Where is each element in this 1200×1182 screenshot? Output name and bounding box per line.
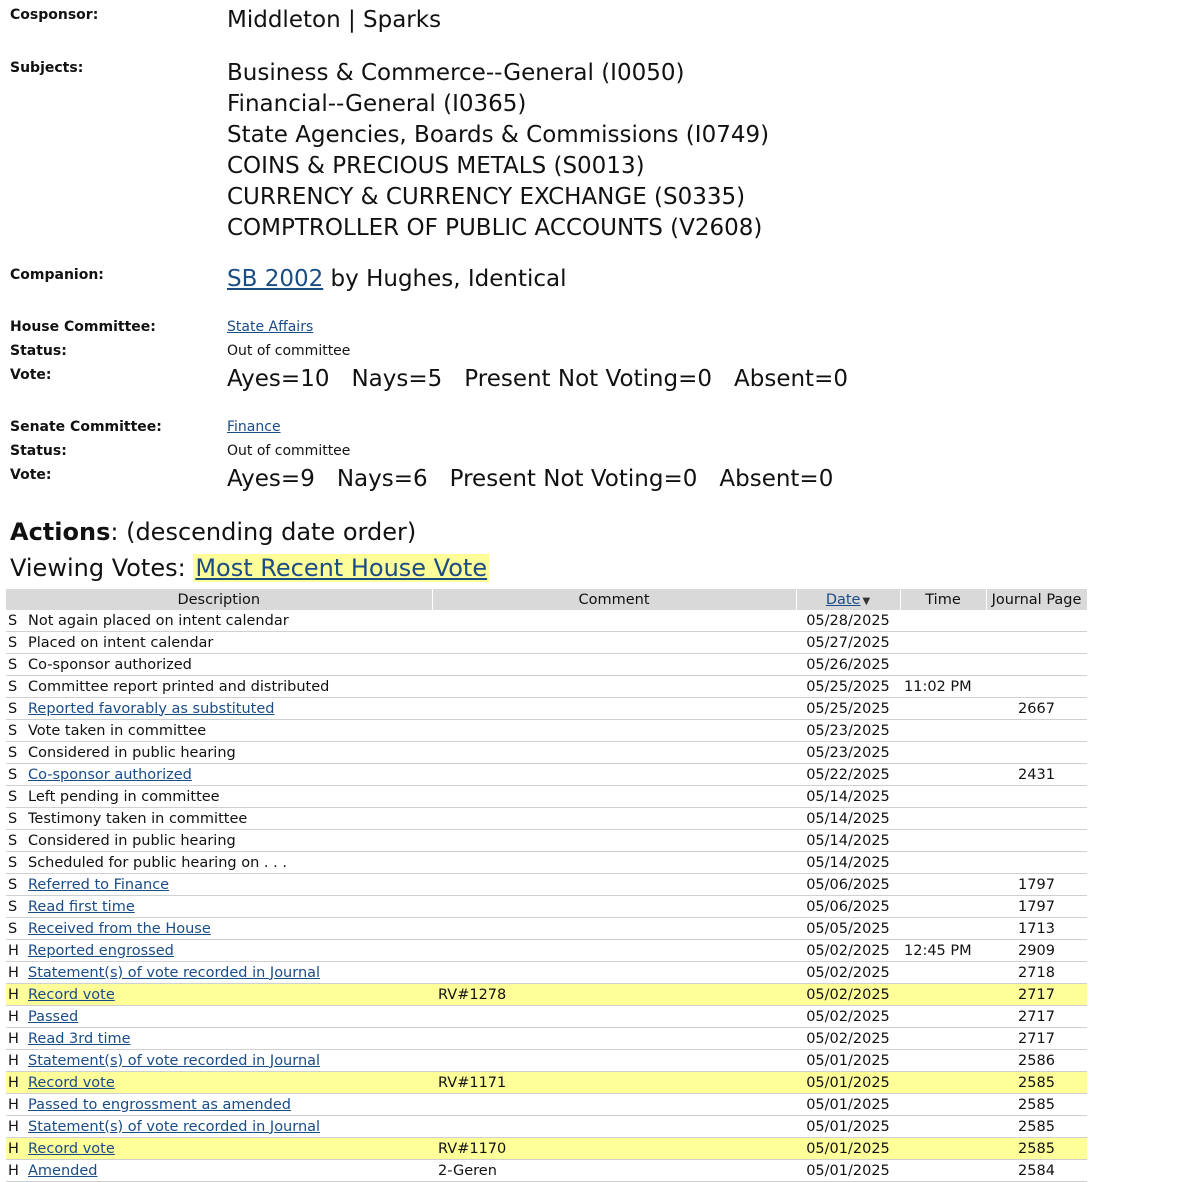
action-link[interactable]: Statement(s) of vote recorded in Journal bbox=[28, 964, 321, 981]
journal-page-cell: 2586 bbox=[986, 1050, 1087, 1072]
journal-page-cell: 2585 bbox=[986, 1116, 1087, 1138]
action-text: Considered in public hearing bbox=[28, 832, 236, 849]
description-cell bbox=[28, 874, 432, 896]
time-cell bbox=[900, 1094, 986, 1116]
cosponsor-value: Middleton | Sparks bbox=[227, 7, 442, 33]
senate-committee-link[interactable]: Finance bbox=[227, 419, 281, 435]
comment-cell bbox=[432, 896, 796, 918]
chamber-cell: S bbox=[6, 808, 28, 830]
chamber-cell: S bbox=[6, 676, 28, 698]
journal-page-cell: 2667 bbox=[986, 698, 1087, 720]
comment-cell bbox=[432, 874, 796, 896]
date-sort-link[interactable]: Date bbox=[825, 591, 861, 608]
chamber-cell: S bbox=[6, 918, 28, 940]
journal-page-cell: 2717 bbox=[986, 1028, 1087, 1050]
journal-page-cell: 1713 bbox=[986, 918, 1087, 940]
chamber-cell: H bbox=[6, 1006, 28, 1028]
subjects-list bbox=[227, 58, 769, 244]
senate-pnv: Present Not Voting=0 bbox=[449, 466, 698, 492]
comment-cell bbox=[432, 1028, 796, 1050]
senate-ayes: Ayes=9 bbox=[227, 466, 315, 492]
date-cell: 05/01/2025 bbox=[796, 1116, 900, 1138]
date-cell: 05/02/2025 bbox=[796, 1028, 900, 1050]
time-cell bbox=[900, 632, 986, 654]
senate-status-value: Out of committee bbox=[227, 443, 351, 459]
action-link[interactable]: Passed bbox=[28, 1008, 79, 1025]
house-committee-link[interactable]: State Affairs bbox=[227, 319, 314, 335]
action-text: Vote taken in committee bbox=[28, 722, 207, 739]
time-cell bbox=[900, 1050, 986, 1072]
journal-page-cell bbox=[986, 742, 1087, 764]
journal-page-cell bbox=[986, 852, 1087, 874]
time-cell bbox=[900, 1160, 986, 1182]
description-cell bbox=[28, 1116, 432, 1138]
table-row bbox=[6, 1160, 1087, 1182]
time-cell bbox=[900, 808, 986, 830]
table-row bbox=[6, 962, 1087, 984]
chamber-cell: H bbox=[6, 984, 28, 1006]
table-row bbox=[6, 852, 1087, 874]
journal-header: Journal Page bbox=[986, 589, 1087, 610]
comment-cell bbox=[432, 852, 796, 874]
description-header: Description bbox=[6, 589, 432, 610]
most-recent-house-vote-link[interactable]: Most Recent House Vote bbox=[195, 554, 488, 582]
description-cell bbox=[28, 654, 432, 676]
time-cell bbox=[900, 654, 986, 676]
senate-status-label: Status: bbox=[10, 443, 67, 459]
comment-cell: RV#1170 bbox=[432, 1138, 796, 1160]
chamber-cell: H bbox=[6, 1094, 28, 1116]
cosponsor-label: Cosponsor: bbox=[10, 7, 99, 23]
table-row bbox=[6, 830, 1087, 852]
table-row bbox=[6, 698, 1087, 720]
date-cell: 05/25/2025 bbox=[796, 676, 900, 698]
subject-item: State Agencies, Boards & Commissions (I0749) bbox=[227, 122, 770, 148]
house-vote-value bbox=[227, 366, 870, 392]
date-cell: 05/14/2025 bbox=[796, 830, 900, 852]
journal-page-cell: 2585 bbox=[986, 1138, 1087, 1160]
journal-page-cell: 2909 bbox=[986, 940, 1087, 962]
date-cell: 05/14/2025 bbox=[796, 786, 900, 808]
senate-vote-value bbox=[227, 466, 855, 492]
time-cell bbox=[900, 874, 986, 896]
date-cell: 05/01/2025 bbox=[796, 1160, 900, 1182]
chamber-cell: S bbox=[6, 610, 28, 632]
comment-cell bbox=[432, 742, 796, 764]
table-row bbox=[6, 1072, 1087, 1094]
companion-bill-link[interactable]: SB 2002 bbox=[227, 266, 324, 292]
action-link[interactable]: Received from the House bbox=[28, 920, 211, 937]
date-cell: 05/28/2025 bbox=[796, 610, 900, 632]
comment-cell bbox=[432, 1094, 796, 1116]
journal-page-cell: 2717 bbox=[986, 1006, 1087, 1028]
date-cell: 05/06/2025 bbox=[796, 874, 900, 896]
journal-page-cell: 1797 bbox=[986, 896, 1087, 918]
description-cell bbox=[28, 1072, 432, 1094]
date-cell: 05/22/2025 bbox=[796, 764, 900, 786]
subjects-label: Subjects: bbox=[10, 60, 84, 76]
action-link[interactable]: Record vote bbox=[28, 1074, 115, 1091]
chamber-cell: H bbox=[6, 1050, 28, 1072]
action-text: Left pending in committee bbox=[28, 788, 220, 805]
house-committee-label: House Committee: bbox=[10, 319, 156, 335]
table-row bbox=[6, 1116, 1087, 1138]
actions-header-row bbox=[6, 589, 1087, 610]
action-link[interactable]: Record vote bbox=[28, 1140, 115, 1157]
companion-value bbox=[227, 266, 567, 292]
action-text: Testimony taken in committee bbox=[28, 810, 248, 827]
journal-page-cell: 2431 bbox=[986, 764, 1087, 786]
description-cell bbox=[28, 1160, 432, 1182]
date-cell: 05/05/2025 bbox=[796, 918, 900, 940]
time-cell bbox=[900, 852, 986, 874]
time-cell bbox=[900, 742, 986, 764]
action-text: Not again placed on intent calendar bbox=[28, 612, 289, 629]
chamber-cell: S bbox=[6, 874, 28, 896]
date-cell: 05/23/2025 bbox=[796, 720, 900, 742]
description-cell bbox=[28, 632, 432, 654]
house-absent: Absent=0 bbox=[734, 366, 848, 392]
house-nays: Nays=5 bbox=[351, 366, 443, 392]
journal-page-cell bbox=[986, 830, 1087, 852]
chamber-cell: S bbox=[6, 786, 28, 808]
action-text: Committee report printed and distributed bbox=[28, 678, 330, 695]
comment-cell: RV#1171 bbox=[432, 1072, 796, 1094]
table-row bbox=[6, 1006, 1087, 1028]
senate-vote-label: Vote: bbox=[10, 467, 52, 483]
description-cell bbox=[28, 1028, 432, 1050]
description-cell bbox=[28, 962, 432, 984]
date-cell: 05/26/2025 bbox=[796, 654, 900, 676]
comment-cell bbox=[432, 830, 796, 852]
date-cell: 05/01/2025 bbox=[796, 1072, 900, 1094]
chamber-cell: S bbox=[6, 764, 28, 786]
senate-committee-label: Senate Committee: bbox=[10, 419, 162, 435]
table-row bbox=[6, 874, 1087, 896]
chamber-cell: H bbox=[6, 962, 28, 984]
comment-cell bbox=[432, 1006, 796, 1028]
comment-cell: RV#1278 bbox=[432, 984, 796, 1006]
comment-cell bbox=[432, 1116, 796, 1138]
actions-table bbox=[6, 589, 1088, 1182]
table-row bbox=[6, 632, 1087, 654]
time-cell bbox=[900, 1028, 986, 1050]
actions-title: Actions bbox=[10, 518, 111, 546]
actions-subtitle: : (descending date order) bbox=[110, 518, 417, 546]
action-link[interactable]: Reported engrossed bbox=[28, 942, 174, 959]
senate-nays: Nays=6 bbox=[336, 466, 428, 492]
description-cell bbox=[28, 720, 432, 742]
viewing-label: Viewing Votes: bbox=[10, 554, 194, 582]
description-cell bbox=[28, 698, 432, 720]
date-cell: 05/02/2025 bbox=[796, 984, 900, 1006]
senate-absent: Absent=0 bbox=[719, 466, 834, 492]
comment-cell bbox=[432, 962, 796, 984]
date-cell: 05/02/2025 bbox=[796, 1006, 900, 1028]
journal-page-cell bbox=[986, 632, 1087, 654]
description-cell bbox=[28, 1138, 432, 1160]
comment-cell bbox=[432, 1050, 796, 1072]
house-vote-label: Vote: bbox=[10, 367, 52, 383]
table-row bbox=[6, 720, 1087, 742]
journal-page-cell: 2585 bbox=[986, 1072, 1087, 1094]
table-row bbox=[6, 1028, 1087, 1050]
journal-page-cell bbox=[986, 676, 1087, 698]
chamber-cell: S bbox=[6, 830, 28, 852]
chamber-cell: S bbox=[6, 698, 28, 720]
chamber-cell: H bbox=[6, 1138, 28, 1160]
comment-cell bbox=[432, 940, 796, 962]
action-link[interactable]: Passed to engrossment as amended bbox=[28, 1096, 291, 1113]
viewing-votes bbox=[10, 554, 489, 582]
comment-cell bbox=[432, 676, 796, 698]
time-cell bbox=[900, 1138, 986, 1160]
comment-cell bbox=[432, 610, 796, 632]
chamber-cell: H bbox=[6, 1116, 28, 1138]
action-text: Scheduled for public hearing on . . . bbox=[28, 854, 287, 871]
chamber-cell: S bbox=[6, 720, 28, 742]
table-row bbox=[6, 984, 1087, 1006]
date-cell: 05/27/2025 bbox=[796, 632, 900, 654]
time-cell: 11:02 PM bbox=[900, 676, 986, 698]
date-header[interactable] bbox=[796, 589, 900, 610]
table-row bbox=[6, 940, 1087, 962]
subject-item: COINS & PRECIOUS METALS (S0013) bbox=[227, 153, 645, 179]
date-cell: 05/02/2025 bbox=[796, 940, 900, 962]
time-cell bbox=[900, 764, 986, 786]
time-cell bbox=[900, 896, 986, 918]
time-cell bbox=[900, 830, 986, 852]
time-cell bbox=[900, 1072, 986, 1094]
table-row bbox=[6, 1094, 1087, 1116]
action-link[interactable]: Record vote bbox=[28, 986, 115, 1003]
action-link[interactable]: Referred to Finance bbox=[28, 876, 170, 893]
comment-cell bbox=[432, 808, 796, 830]
time-cell bbox=[900, 610, 986, 632]
date-cell: 05/01/2025 bbox=[796, 1138, 900, 1160]
description-cell bbox=[28, 830, 432, 852]
description-cell bbox=[28, 984, 432, 1006]
journal-page-cell bbox=[986, 654, 1087, 676]
table-row bbox=[6, 764, 1087, 786]
journal-page-cell: 2717 bbox=[986, 984, 1087, 1006]
table-row bbox=[6, 610, 1087, 632]
description-cell bbox=[28, 1050, 432, 1072]
description-cell bbox=[28, 786, 432, 808]
comment-cell: 2-Geren bbox=[432, 1160, 796, 1182]
time-cell bbox=[900, 786, 986, 808]
description-cell bbox=[28, 852, 432, 874]
description-cell bbox=[28, 764, 432, 786]
table-row bbox=[6, 742, 1087, 764]
description-cell bbox=[28, 918, 432, 940]
companion-label: Companion: bbox=[10, 267, 104, 283]
journal-page-cell bbox=[986, 808, 1087, 830]
chamber-cell: S bbox=[6, 742, 28, 764]
companion-suffix: by Hughes, Identical bbox=[323, 266, 567, 292]
subject-item: COMPTROLLER OF PUBLIC ACCOUNTS (V2608) bbox=[227, 215, 763, 241]
comment-cell bbox=[432, 698, 796, 720]
comment-cell bbox=[432, 764, 796, 786]
actions-body bbox=[6, 610, 1087, 1182]
time-cell bbox=[900, 1116, 986, 1138]
description-cell bbox=[28, 742, 432, 764]
action-link[interactable]: Read first time bbox=[28, 898, 135, 915]
actions-heading bbox=[10, 518, 416, 546]
time-cell: 12:45 PM bbox=[900, 940, 986, 962]
chamber-cell: S bbox=[6, 896, 28, 918]
description-cell bbox=[28, 610, 432, 632]
description-cell bbox=[28, 940, 432, 962]
chamber-cell: S bbox=[6, 632, 28, 654]
journal-page-cell: 2584 bbox=[986, 1160, 1087, 1182]
action-text: Considered in public hearing bbox=[28, 744, 236, 761]
date-cell: 05/06/2025 bbox=[796, 896, 900, 918]
action-link[interactable]: Read 3rd time bbox=[28, 1030, 131, 1047]
house-ayes: Ayes=10 bbox=[227, 366, 330, 392]
action-text: Co-sponsor authorized bbox=[28, 656, 192, 673]
sort-descending-icon: ▼ bbox=[862, 595, 871, 607]
action-link[interactable]: Statement(s) of vote recorded in Journal bbox=[28, 1118, 321, 1135]
journal-page-cell: 2718 bbox=[986, 962, 1087, 984]
journal-page-cell: 2585 bbox=[986, 1094, 1087, 1116]
table-row bbox=[6, 676, 1087, 698]
time-cell bbox=[900, 962, 986, 984]
house-pnv: Present Not Voting=0 bbox=[464, 366, 713, 392]
subject-item: CURRENCY & CURRENCY EXCHANGE (S0335) bbox=[227, 184, 746, 210]
journal-page-cell bbox=[986, 786, 1087, 808]
date-cell: 05/23/2025 bbox=[796, 742, 900, 764]
comment-header: Comment bbox=[432, 589, 796, 610]
journal-page-cell: 1797 bbox=[986, 874, 1087, 896]
time-header: Time bbox=[900, 589, 986, 610]
date-cell: 05/02/2025 bbox=[796, 962, 900, 984]
chamber-cell: H bbox=[6, 940, 28, 962]
chamber-cell: H bbox=[6, 1028, 28, 1050]
date-cell: 05/01/2025 bbox=[796, 1050, 900, 1072]
date-cell: 05/14/2025 bbox=[796, 808, 900, 830]
table-row bbox=[6, 1050, 1087, 1072]
date-cell: 05/14/2025 bbox=[796, 852, 900, 874]
time-cell bbox=[900, 720, 986, 742]
time-cell bbox=[900, 698, 986, 720]
table-row bbox=[6, 786, 1087, 808]
house-status-value: Out of committee bbox=[227, 343, 351, 359]
journal-page-cell bbox=[986, 610, 1087, 632]
chamber-cell: H bbox=[6, 1072, 28, 1094]
house-status-label: Status: bbox=[10, 343, 67, 359]
description-cell bbox=[28, 808, 432, 830]
action-text: Placed on intent calendar bbox=[28, 634, 214, 651]
table-row bbox=[6, 896, 1087, 918]
action-link[interactable]: Statement(s) of vote recorded in Journal bbox=[28, 1052, 321, 1069]
comment-cell bbox=[432, 786, 796, 808]
table-row bbox=[6, 808, 1087, 830]
action-link[interactable]: Reported favorably as substituted bbox=[28, 700, 275, 717]
comment-cell bbox=[432, 632, 796, 654]
time-cell bbox=[900, 918, 986, 940]
time-cell bbox=[900, 984, 986, 1006]
table-row bbox=[6, 1138, 1087, 1160]
description-cell bbox=[28, 1094, 432, 1116]
chamber-cell: S bbox=[6, 654, 28, 676]
date-cell: 05/01/2025 bbox=[796, 1094, 900, 1116]
description-cell bbox=[28, 896, 432, 918]
table-row bbox=[6, 918, 1087, 940]
time-cell bbox=[900, 1006, 986, 1028]
action-link[interactable]: Amended bbox=[28, 1162, 98, 1179]
action-link[interactable]: Co-sponsor authorized bbox=[28, 766, 192, 783]
description-cell bbox=[28, 676, 432, 698]
comment-cell bbox=[432, 918, 796, 940]
comment-cell bbox=[432, 654, 796, 676]
subject-item: Business & Commerce--General (I0050) bbox=[227, 60, 685, 86]
table-row bbox=[6, 654, 1087, 676]
subject-item: Financial--General (I0365) bbox=[227, 91, 527, 117]
chamber-cell: H bbox=[6, 1160, 28, 1182]
description-cell bbox=[28, 1006, 432, 1028]
chamber-cell: S bbox=[6, 852, 28, 874]
comment-cell bbox=[432, 720, 796, 742]
date-cell: 05/25/2025 bbox=[796, 698, 900, 720]
journal-page-cell bbox=[986, 720, 1087, 742]
